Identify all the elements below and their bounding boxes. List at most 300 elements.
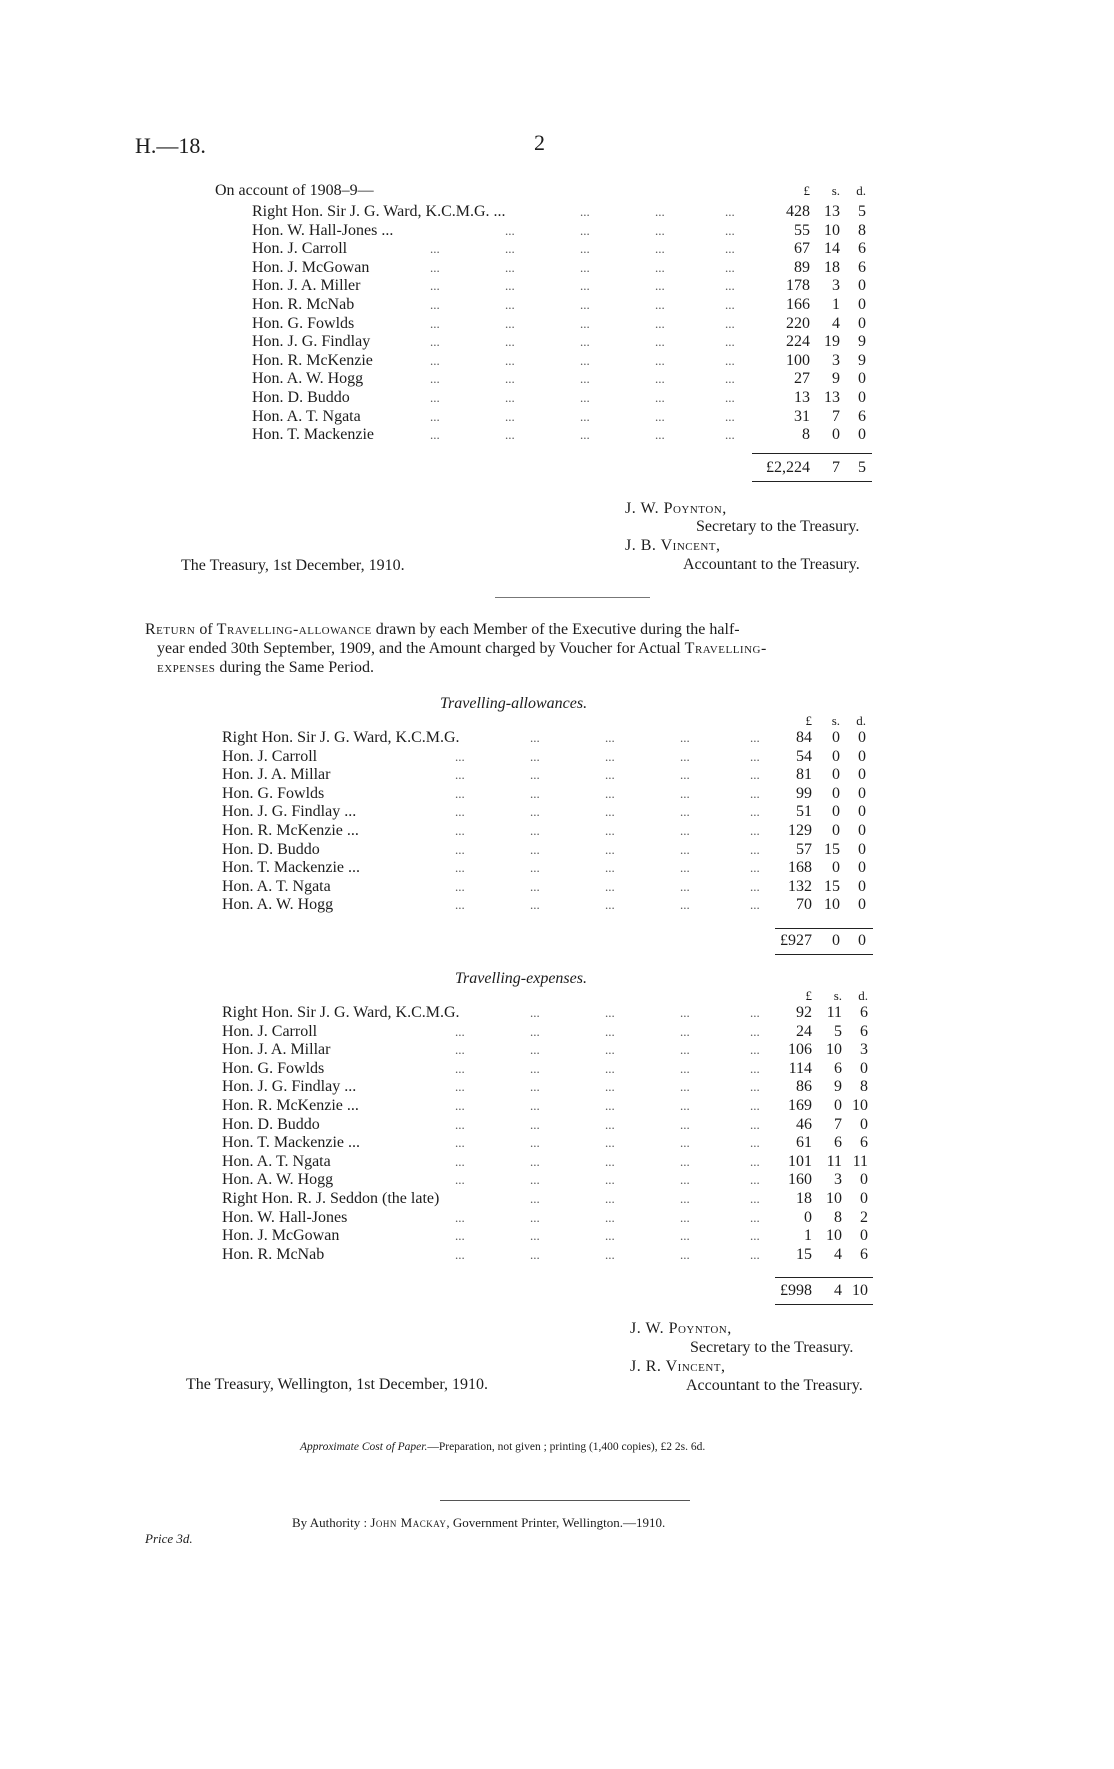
dot-leader: ... — [530, 767, 540, 783]
member-name: Hon. J. McGowan — [252, 258, 370, 276]
shillings-value: 7 — [834, 1115, 842, 1133]
dot-leader: ... — [680, 804, 690, 820]
pence-value: 2 — [860, 1208, 868, 1226]
dot-leader: ... — [605, 1042, 615, 1058]
shillings-value: 14 — [824, 240, 840, 258]
pence-value: 6 — [860, 1245, 868, 1263]
dot-leader: ... — [750, 897, 760, 913]
dot-leader: ... — [605, 1079, 615, 1095]
dot-leader: ... — [725, 315, 735, 331]
member-name: Hon. W. Hall-Jones ... — [252, 221, 394, 239]
pounds-value: 92 — [796, 1004, 812, 1021]
dot-leader: ... — [680, 823, 690, 838]
dot-leader: ... — [455, 897, 465, 913]
dot-leader: ... — [655, 371, 665, 387]
expenses-title: Travelling-expenses. — [455, 970, 587, 987]
dot-leader: ... — [430, 297, 440, 312]
total-shillings: 7 — [832, 459, 840, 476]
dot-leader: ... — [605, 1023, 615, 1039]
dot-leader: ... — [430, 427, 440, 443]
pence-value: 0 — [860, 1227, 868, 1245]
member-name: Hon. R. McNab — [252, 296, 355, 313]
pounds-value: 51 — [796, 803, 812, 821]
dot-leader: ... — [680, 1172, 690, 1188]
dot-leader: ... — [750, 1191, 760, 1206]
column-header: d. — [856, 713, 866, 728]
dot-leader: ... — [680, 1060, 690, 1076]
dot-leader: ... — [680, 730, 690, 745]
shillings-value: 0 — [832, 822, 840, 839]
dot-leader: ... — [530, 1079, 540, 1095]
column-header: s. — [833, 988, 842, 1003]
dot-leader: ... — [580, 334, 590, 350]
shillings-value: 0 — [832, 784, 840, 802]
member-name: Hon. T. Mackenzie ... — [222, 1134, 361, 1152]
dot-leader: ... — [655, 408, 665, 424]
shillings-value: 6 — [834, 1059, 842, 1077]
column-header: s. — [831, 713, 840, 728]
dot-leader: ... — [680, 897, 690, 913]
member-name: Hon. R. McKenzie ... — [222, 822, 359, 839]
dot-leader: ... — [455, 1135, 465, 1151]
dot-leader: ... — [580, 352, 590, 368]
shillings-value: 10 — [824, 896, 840, 914]
shillings-value: 8 — [834, 1208, 842, 1226]
column-header: £ — [805, 713, 812, 728]
dot-leader: ... — [455, 860, 465, 876]
dot-leader: ... — [580, 371, 590, 387]
dot-leader: ... — [530, 897, 540, 913]
return-title — [145, 620, 955, 677]
pence-value: 0 — [858, 426, 866, 444]
pence-value: 6 — [860, 1022, 868, 1040]
dot-leader: ... — [605, 1135, 615, 1151]
dot-leader: ... — [605, 1153, 615, 1169]
dot-leader: ... — [680, 1079, 690, 1095]
dot-leader: ... — [725, 334, 735, 350]
dot-leader: ... — [680, 748, 690, 764]
shillings-value: 19 — [824, 333, 840, 351]
dot-leader: ... — [530, 878, 540, 894]
dot-leader: ... — [455, 1153, 465, 1169]
shillings-value: 0 — [832, 747, 840, 765]
section1-intro: On account of 1908–9— — [215, 182, 374, 199]
dot-leader: ... — [530, 1005, 540, 1020]
dot-leader: ... — [680, 1153, 690, 1169]
dot-leader: ... — [725, 352, 735, 368]
pounds-value: 132 — [788, 877, 812, 895]
dot-leader: ... — [530, 1246, 540, 1262]
dot-leader: ... — [655, 352, 665, 368]
dot-leader: ... — [530, 841, 540, 857]
dot-leader: ... — [605, 1209, 615, 1225]
pounds-value: 27 — [794, 370, 810, 388]
pence-value: 0 — [858, 389, 866, 406]
dot-leader: ... — [750, 1023, 760, 1039]
dot-leader: ... — [430, 371, 440, 387]
dot-leader: ... — [680, 1209, 690, 1225]
dot-leader: ... — [725, 259, 735, 275]
dot-leader: ... — [655, 315, 665, 331]
dot-leader: ... — [580, 278, 590, 294]
dot-leader: ... — [655, 259, 665, 275]
dot-leader: ... — [580, 315, 590, 331]
dot-leader: ... — [605, 878, 615, 894]
pence-value: 0 — [860, 1059, 868, 1077]
member-name: Hon. J. A. Millar — [222, 766, 331, 784]
member-name: Hon. D. Buddo — [252, 389, 350, 406]
dot-leader: ... — [505, 297, 515, 312]
pounds-value: 178 — [786, 277, 810, 295]
member-name: Hon. A. W. Hogg — [222, 896, 334, 914]
cost-of-paper: Approximate Cost of Paper.—Preparation, not given ; printing (1,400 copies), £2 2s. 6d. — [300, 1441, 706, 1453]
dot-leader: ... — [680, 1116, 690, 1132]
pounds-value: 224 — [786, 333, 810, 351]
pounds-value: 220 — [786, 314, 810, 332]
signatory4-title: Accountant to the Treasury. — [686, 1377, 863, 1394]
dot-leader: ... — [455, 1209, 465, 1225]
member-name: Right Hon. Sir J. G. Ward, K.C.M.G. — [222, 729, 460, 746]
member-name: Hon. J. Carroll — [222, 1022, 318, 1040]
dot-leader: ... — [750, 804, 760, 820]
pounds-value: 129 — [788, 822, 812, 839]
dot-leader: ... — [530, 1060, 540, 1076]
dot-leader: ... — [655, 390, 665, 405]
dot-leader: ... — [455, 1079, 465, 1095]
return-title-line-3: expenses during the Same Period. — [157, 659, 375, 676]
dot-leader: ... — [505, 222, 515, 238]
place-date: The Treasury, 1st December, 1910. — [181, 557, 405, 574]
dot-leader: ... — [455, 1060, 465, 1076]
pounds-value: 13 — [794, 389, 810, 406]
dot-leader: ... — [605, 1172, 615, 1188]
dot-leader: ... — [530, 1172, 540, 1188]
shillings-value: 9 — [834, 1078, 842, 1096]
member-name: Hon. R. McKenzie ... — [222, 1097, 359, 1114]
total-rule — [775, 1277, 873, 1278]
member-name: Right Hon. Sir J. G. Ward, K.C.M.G. — [222, 1004, 460, 1021]
pounds-value: 100 — [786, 351, 810, 369]
signatory2-title: Accountant to the Treasury. — [683, 556, 860, 573]
dot-leader: ... — [750, 860, 760, 876]
dot-leader: ... — [750, 1135, 760, 1151]
dot-leader: ... — [725, 297, 735, 312]
signatory3-title: Secretary to the Treasury. — [690, 1339, 854, 1356]
shillings-value: 10 — [826, 1227, 842, 1245]
dot-leader: ... — [750, 878, 760, 894]
document-reference: H.—18. — [135, 133, 206, 158]
dot-leader: ... — [605, 841, 615, 857]
dot-leader: ... — [605, 767, 615, 783]
column-header: d. — [856, 183, 866, 198]
pence-value: 6 — [860, 1004, 868, 1021]
dot-leader: ... — [505, 259, 515, 275]
dot-leader: ... — [680, 785, 690, 801]
dot-leader: ... — [530, 804, 540, 820]
signatory3-name: J. W. Poynton, — [630, 1320, 732, 1337]
dot-leader: ... — [680, 1246, 690, 1262]
total-pounds: £998 — [780, 1282, 812, 1299]
pence-value: 0 — [858, 277, 866, 295]
dot-leader: ... — [750, 1246, 760, 1262]
pounds-value: 31 — [794, 407, 810, 425]
member-name: Hon. J. Carroll — [252, 240, 348, 258]
dot-leader: ... — [430, 390, 440, 405]
dot-leader: ... — [455, 1042, 465, 1058]
dot-leader: ... — [605, 804, 615, 820]
pounds-value: 54 — [796, 747, 812, 765]
pounds-value: 160 — [788, 1171, 812, 1189]
pence-value: 0 — [858, 896, 866, 914]
member-name: Hon. R. McKenzie — [252, 351, 373, 369]
pounds-value: 81 — [796, 766, 812, 784]
dot-leader: ... — [750, 1005, 760, 1020]
dot-leader: ... — [750, 785, 760, 801]
member-name: Hon. G. Fowlds — [252, 314, 355, 332]
signatory2-name: J. B. Vincent, — [625, 537, 721, 554]
member-name: Hon. J. G. Findlay ... — [222, 803, 357, 821]
shillings-value: 1 — [832, 296, 840, 313]
dot-leader: ... — [750, 1228, 760, 1244]
dot-leader: ... — [605, 1098, 615, 1113]
pence-value: 0 — [858, 314, 866, 332]
pence-value: 6 — [858, 407, 866, 425]
shillings-value: 0 — [832, 729, 840, 746]
shillings-value: 0 — [832, 859, 840, 877]
dot-leader: ... — [455, 1246, 465, 1262]
pence-value: 0 — [858, 296, 866, 313]
total-underline — [775, 1304, 873, 1305]
total-shillings: 4 — [834, 1282, 842, 1299]
shillings-value: 3 — [832, 277, 840, 295]
printer-authority: By Authority : John Mackay, Government Printer, Wellington.—1910. — [292, 1515, 666, 1530]
dot-leader: ... — [725, 204, 735, 219]
dot-leader: ... — [655, 204, 665, 219]
dot-leader: ... — [655, 334, 665, 350]
pounds-value: 168 — [788, 859, 812, 877]
pence-value: 3 — [860, 1041, 868, 1059]
total-pence: 0 — [858, 932, 866, 949]
member-name: Hon. J. A. Millar — [222, 1041, 331, 1059]
dot-leader: ... — [750, 748, 760, 764]
pence-value: 6 — [860, 1134, 868, 1152]
column-header: £ — [805, 988, 812, 1003]
dot-leader: ... — [530, 1228, 540, 1244]
dot-leader: ... — [750, 1079, 760, 1095]
dot-leader: ... — [605, 730, 615, 745]
total-rule — [752, 453, 872, 454]
shillings-value: 10 — [826, 1041, 842, 1059]
price: Price 3d. — [145, 1531, 193, 1546]
shillings-value: 3 — [832, 351, 840, 369]
pence-value: 11 — [852, 1152, 868, 1170]
dot-leader: ... — [455, 748, 465, 764]
member-name: Hon. A. W. Hogg — [252, 370, 364, 388]
shillings-value: 3 — [834, 1171, 842, 1189]
pounds-value: 101 — [788, 1152, 812, 1170]
dot-leader: ... — [505, 241, 515, 257]
pounds-value: 106 — [788, 1041, 812, 1059]
shillings-value: 7 — [832, 407, 840, 425]
shillings-value: 13 — [824, 389, 840, 406]
pounds-value: 89 — [794, 258, 810, 276]
dot-leader: ... — [505, 390, 515, 405]
dot-leader: ... — [580, 408, 590, 424]
dot-leader: ... — [655, 278, 665, 294]
member-name: Hon. A. T. Ngata — [222, 1152, 331, 1170]
dot-leader: ... — [530, 823, 540, 838]
dot-leader: ... — [655, 241, 665, 257]
dot-leader: ... — [680, 1228, 690, 1244]
dot-leader: ... — [530, 860, 540, 876]
dot-leader: ... — [655, 222, 665, 238]
dot-leader: ... — [725, 371, 735, 387]
dot-leader: ... — [505, 371, 515, 387]
dot-leader: ... — [505, 427, 515, 443]
pounds-value: 169 — [788, 1097, 812, 1114]
dot-leader: ... — [580, 241, 590, 257]
total-pence: 5 — [858, 459, 866, 476]
dot-leader: ... — [605, 785, 615, 801]
dot-leader: ... — [750, 841, 760, 857]
signatory4-name: J. R. Vincent, — [630, 1358, 726, 1375]
pence-value: 0 — [858, 840, 866, 858]
dot-leader: ... — [580, 259, 590, 275]
dot-leader: ... — [505, 352, 515, 368]
dot-leader: ... — [455, 767, 465, 783]
pence-value: 0 — [858, 747, 866, 765]
total-pounds: £927 — [780, 932, 812, 949]
dot-leader: ... — [750, 1172, 760, 1188]
footer-divider — [440, 1500, 690, 1501]
pence-value: 0 — [858, 729, 866, 746]
shillings-value: 18 — [824, 258, 840, 276]
dot-leader: ... — [680, 1191, 690, 1206]
dot-leader: ... — [455, 823, 465, 838]
dot-leader: ... — [455, 1023, 465, 1039]
signatory1-title: Secretary to the Treasury. — [696, 518, 860, 535]
dot-leader: ... — [580, 390, 590, 405]
pence-value: 0 — [858, 877, 866, 895]
dot-leader: ... — [580, 204, 590, 219]
signatory1-name: J. W. Poynton, — [625, 500, 727, 517]
pounds-value: 70 — [796, 896, 812, 914]
pence-value: 0 — [858, 859, 866, 877]
shillings-value: 6 — [834, 1134, 842, 1152]
dot-leader: ... — [530, 1023, 540, 1039]
pence-value: 0 — [858, 766, 866, 784]
member-name: Hon. A. W. Hogg — [222, 1171, 334, 1189]
divider — [495, 597, 650, 598]
dot-leader: ... — [680, 1135, 690, 1151]
dot-leader: ... — [455, 804, 465, 820]
pounds-value: 8 — [802, 426, 810, 444]
total-shillings: 0 — [832, 932, 840, 949]
pence-value: 0 — [858, 803, 866, 821]
pence-value: 0 — [858, 784, 866, 802]
shillings-value: 4 — [834, 1245, 842, 1263]
dot-leader: ... — [725, 222, 735, 238]
dot-leader: ... — [530, 730, 540, 745]
pounds-value: 86 — [796, 1078, 812, 1096]
pounds-value: 55 — [794, 221, 810, 239]
dot-leader: ... — [430, 259, 440, 275]
dot-leader: ... — [750, 823, 760, 838]
pence-value: 0 — [858, 370, 866, 388]
dot-leader: ... — [655, 297, 665, 312]
return-title-line-2: year ended 30th September, 1909, and the Amount charged by Voucher for Actual Travelling- — [157, 640, 767, 657]
pence-value: 9 — [858, 333, 866, 351]
pence-value: 6 — [858, 258, 866, 276]
member-name: Hon. D. Buddo — [222, 1115, 320, 1133]
pounds-value: 46 — [796, 1115, 812, 1133]
pounds-value: 67 — [794, 240, 810, 258]
dot-leader: ... — [605, 1191, 615, 1206]
dot-leader: ... — [750, 1098, 760, 1113]
dot-leader: ... — [725, 390, 735, 405]
dot-leader: ... — [605, 1228, 615, 1244]
member-name: Hon. G. Fowlds — [222, 784, 325, 802]
member-name: Right Hon. Sir J. G. Ward, K.C.M.G. ... — [252, 203, 506, 220]
shillings-value: 0 — [832, 766, 840, 784]
pounds-value: 1 — [804, 1227, 812, 1245]
total-pence: 10 — [852, 1282, 868, 1299]
dot-leader: ... — [455, 785, 465, 801]
member-name: Hon. J. Carroll — [222, 747, 318, 765]
dot-leader: ... — [605, 897, 615, 913]
dot-leader: ... — [455, 1116, 465, 1132]
dot-leader: ... — [605, 860, 615, 876]
pounds-value: 15 — [796, 1245, 812, 1263]
member-name: Hon. J. McGowan — [222, 1227, 340, 1245]
dot-leader: ... — [680, 1005, 690, 1020]
shillings-value: 9 — [832, 370, 840, 388]
dot-leader: ... — [505, 278, 515, 294]
pence-value: 0 — [860, 1190, 868, 1207]
dot-leader: ... — [430, 334, 440, 350]
shillings-value: 0 — [832, 803, 840, 821]
pence-value: 5 — [858, 203, 866, 220]
pence-value: 9 — [858, 351, 866, 369]
pence-value: 0 — [858, 822, 866, 839]
dot-leader: ... — [455, 1098, 465, 1113]
dot-leader: ... — [680, 860, 690, 876]
dot-leader: ... — [580, 297, 590, 312]
shillings-value: 0 — [832, 426, 840, 444]
member-name: Hon. J. G. Findlay — [252, 333, 371, 351]
dot-leader: ... — [530, 1098, 540, 1113]
member-name: Hon. G. Fowlds — [222, 1059, 325, 1077]
column-header: d. — [858, 988, 868, 1003]
pounds-value: 18 — [796, 1190, 812, 1207]
pounds-value: 61 — [796, 1134, 812, 1152]
shillings-value: 10 — [824, 221, 840, 239]
total-underline — [775, 954, 873, 955]
pence-value: 0 — [860, 1115, 868, 1133]
shillings-value: 11 — [826, 1152, 842, 1170]
dot-leader: ... — [430, 315, 440, 331]
column-header: £ — [803, 183, 810, 198]
shillings-value: 13 — [824, 203, 840, 220]
dot-leader: ... — [725, 241, 735, 257]
shillings-value: 4 — [832, 314, 840, 332]
dot-leader: ... — [530, 1135, 540, 1151]
pounds-value: 84 — [796, 729, 812, 746]
dot-leader: ... — [750, 1116, 760, 1132]
dot-leader: ... — [505, 408, 515, 424]
dot-leader: ... — [430, 241, 440, 257]
pounds-value: 114 — [788, 1059, 812, 1077]
